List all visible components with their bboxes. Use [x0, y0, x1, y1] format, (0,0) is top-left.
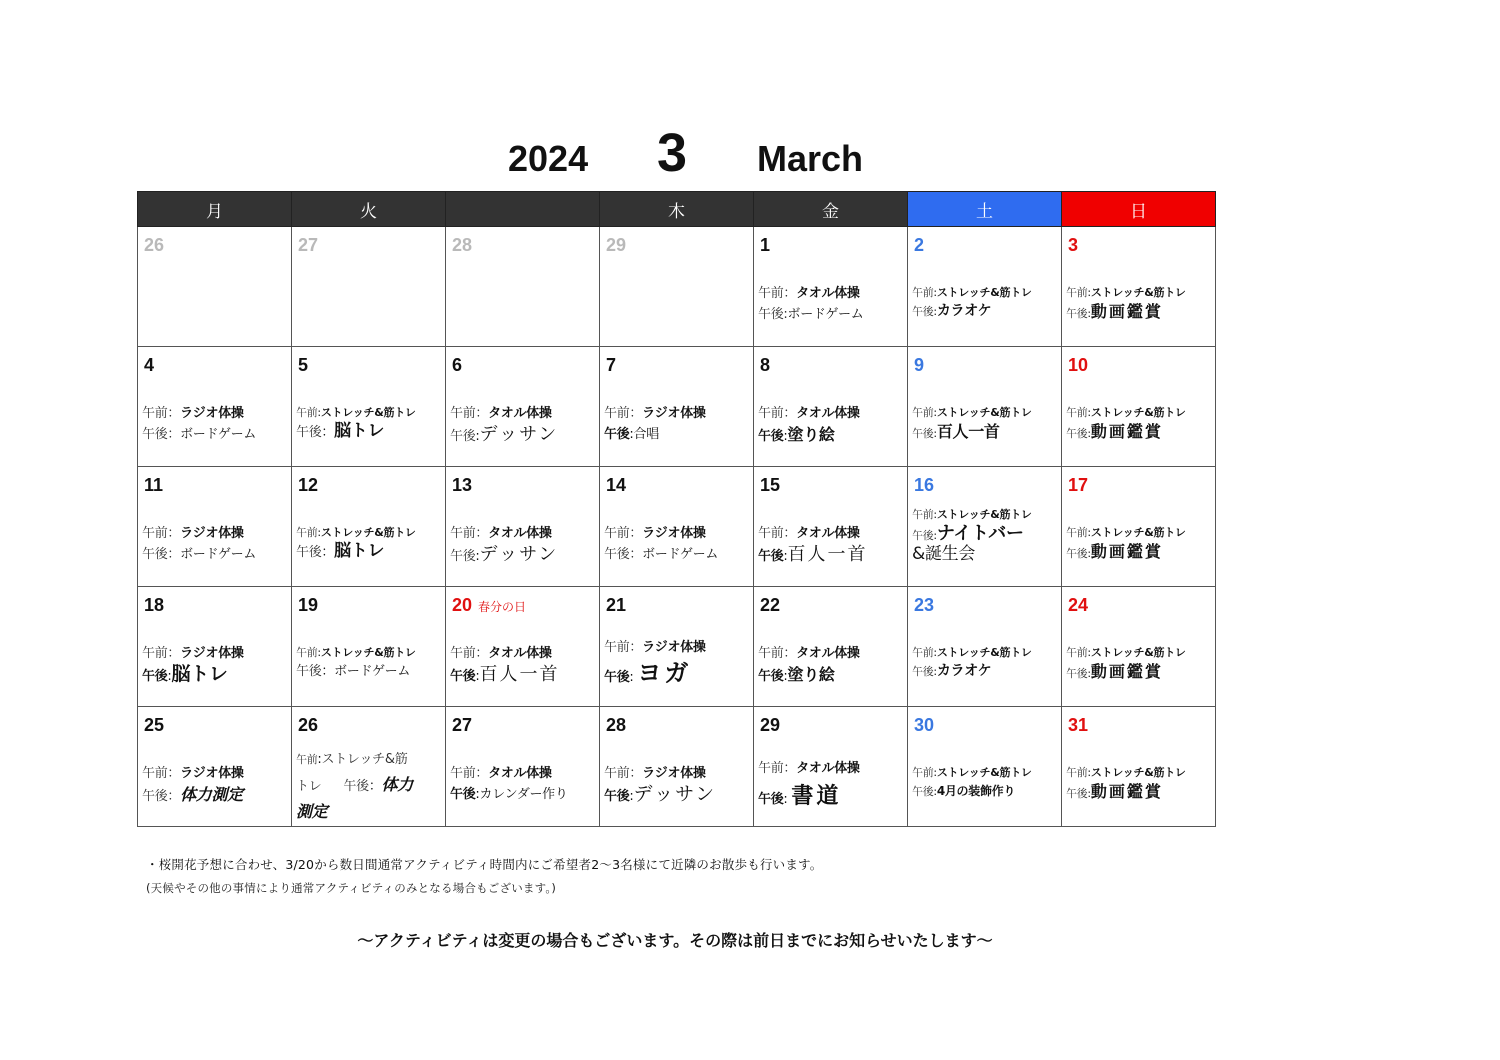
day-cell: [138, 707, 292, 827]
activities: [142, 763, 289, 807]
pm-activity: 午後:デッサン: [450, 544, 559, 565]
am-activity: 午前：タオル体操: [450, 406, 552, 421]
day-cell: [600, 467, 754, 587]
day-number: 7: [606, 355, 617, 375]
day-cell: [446, 707, 600, 827]
activities: [912, 643, 1059, 681]
pm-activity: 午後:ナイトバー: [912, 523, 1024, 544]
activities: [1066, 523, 1213, 563]
am-activity: 午前：ラジオ体操: [142, 766, 244, 781]
day-number: 10: [1068, 355, 1089, 375]
pm-activity: 午後：脳トレ: [296, 421, 385, 441]
pm-activity: 午後:カラオケ: [912, 663, 992, 679]
day-number: 27: [452, 715, 473, 735]
weekday-sat: 土: [908, 192, 1062, 227]
activities: [1066, 643, 1213, 683]
pm-activity: 午後：ボードゲーム: [604, 547, 719, 562]
day-cell: [1062, 467, 1216, 587]
am-activity: 午前:ストレッチ&筋トレ: [1066, 406, 1186, 419]
am-activity: 午前：タオル体操: [758, 761, 860, 776]
day-cell: [908, 467, 1062, 587]
calendar-week: [138, 467, 1216, 587]
day-cell: [600, 707, 754, 827]
activities: [142, 403, 289, 445]
activities: [1066, 283, 1213, 323]
pm-activity-continued: 測定: [296, 802, 328, 821]
weekday-sun: 日: [1062, 192, 1216, 227]
day-number: 2: [914, 235, 925, 255]
day-cell: [446, 347, 600, 467]
day-number: 4: [144, 355, 155, 375]
am-activity: 午前:ストレッチ&筋トレ: [1066, 766, 1186, 779]
day-cell: [600, 227, 754, 347]
pm-activity: 午後：ボードゲーム: [142, 547, 257, 562]
am-activity: 午前:ストレッチ&筋トレ: [296, 646, 416, 659]
pm-activity: 午後：体力測定: [142, 785, 243, 804]
pm-activity: 午後:脳トレ: [142, 663, 228, 685]
am-activity: 午前：タオル体操: [450, 766, 552, 781]
day-cell: [600, 347, 754, 467]
calendar-grid: [137, 191, 1216, 827]
activities: [912, 763, 1059, 801]
day-number: 26: [298, 715, 319, 735]
am-activity: 午前：ラジオ体操: [142, 406, 244, 421]
day-cell: [138, 227, 292, 347]
pm-activity: 午後:4月の装飾作り: [912, 784, 1016, 798]
am-activity: 午前：ラジオ体操: [604, 526, 706, 541]
am-activity: 午前:ストレッチ&筋: [296, 752, 408, 767]
pm-activity: 午後:カレンダー作り: [450, 787, 568, 802]
day-number: 31: [1068, 715, 1089, 735]
am-activity: 午前：タオル体操: [758, 406, 860, 421]
activities: [758, 755, 905, 814]
day-cell: [446, 467, 600, 587]
pm-activity: 午後:動画鑑賞: [1066, 662, 1163, 681]
title-month-number: 3: [657, 123, 688, 183]
pm-activity: 午後：ボードゲーム: [296, 664, 411, 679]
day-cell: [908, 227, 1062, 347]
activities: [450, 763, 597, 805]
day-number: 27: [298, 235, 319, 255]
day-number: 16: [914, 475, 935, 495]
day-cell: [754, 467, 908, 587]
pm-activity: 午後:百人一首: [758, 544, 868, 565]
day-number: 23: [914, 595, 935, 615]
day-cell: [754, 227, 908, 347]
activities: [450, 523, 597, 567]
am-activity: 午前:ストレッチ&筋トレ: [296, 406, 416, 419]
change-notice: 〜アクティビティは変更の場合もございます。その際は前日までにお知らせいたします〜: [357, 931, 993, 950]
am-activity: 午前：タオル体操: [450, 526, 552, 541]
pm-activity: 午後:動画鑑賞: [1066, 422, 1163, 441]
day-number: 19: [298, 595, 319, 615]
pm-activity: 午後:カラオケ: [912, 303, 992, 319]
calendar-title: [0, 123, 1500, 188]
walk-notice: ・桜開花予想に合わせ、3/20から数日間通常アクティビティ時間内にご希望者2〜3名様にて近隣のお散歩も行います。: [146, 857, 823, 872]
pm-activity: 午後:塗り絵: [758, 665, 835, 684]
am-activity: 午前:ストレッチ&筋トレ: [1066, 526, 1186, 539]
pm-activity: 午後:デッサン: [450, 424, 559, 445]
day-number: 17: [1068, 475, 1089, 495]
pm-activity: 午後:合唱: [604, 427, 659, 442]
calendar-week: [138, 707, 1216, 827]
day-cell: [908, 347, 1062, 467]
am-activity: 午前:ストレッチ&筋トレ: [912, 286, 1032, 299]
day-number: 28: [452, 235, 473, 255]
am-activity: 午前：ラジオ体操: [142, 646, 244, 661]
day-cell: [138, 587, 292, 707]
day-number: 12: [298, 475, 319, 495]
day-cell: [292, 707, 446, 827]
activities: [604, 637, 751, 693]
activities: [912, 403, 1059, 443]
activities: [758, 403, 905, 447]
am-activity: 午前:ストレッチ&筋トレ: [912, 646, 1032, 659]
day-number: 13: [452, 475, 473, 495]
am-activity: 午前:ストレッチ&筋トレ: [912, 766, 1032, 779]
activities: [912, 505, 1059, 564]
activities: [604, 403, 751, 445]
pm-activity: 午後:百人一首: [450, 664, 560, 685]
day-cell: [1062, 707, 1216, 827]
day-number: 21: [606, 595, 627, 615]
activities: [296, 643, 443, 681]
day-cell: [292, 467, 446, 587]
day-number: 28: [606, 715, 627, 735]
day-number: 3: [1068, 235, 1079, 255]
day-cell: [138, 467, 292, 587]
weekday-tue: 火: [292, 192, 446, 227]
day-cell: [446, 227, 600, 347]
day-number: 22: [760, 595, 781, 615]
day-number: 6: [452, 355, 463, 375]
day-cell: [292, 227, 446, 347]
weather-notice: (天候やその他の事情により通常アクティビティのみとなる場合もございます。): [146, 881, 557, 895]
am-activity: 午前：ラジオ体操: [604, 406, 706, 421]
day-number: 29: [606, 235, 627, 255]
activities: [1066, 763, 1213, 803]
pm-activity: 午後:動画鑑賞: [1066, 542, 1163, 561]
day-number: 14: [606, 475, 627, 495]
weekday-mon: 月: [138, 192, 292, 227]
activities: [758, 643, 905, 687]
day-cell: [292, 347, 446, 467]
am-activity: 午前:ストレッチ&筋トレ: [296, 526, 416, 539]
activities: [296, 747, 443, 826]
day-cell: [908, 707, 1062, 827]
day-number: 18: [144, 595, 165, 615]
am-activity: 午前：ラジオ体操: [142, 526, 244, 541]
pm-activity: 午後:百人一首: [912, 422, 1000, 441]
day-cell: [754, 347, 908, 467]
pm-activity: 午後：脳トレ: [296, 541, 385, 561]
day-cell: [908, 587, 1062, 707]
day-cell: [754, 707, 908, 827]
am-activity: 午前：タオル体操: [758, 526, 860, 541]
pm-activity: 午後: 書道: [758, 784, 842, 809]
day-number: 11: [144, 475, 164, 495]
title-month-name: March: [757, 138, 864, 179]
am-activity: 午前：ラジオ体操: [604, 766, 706, 781]
day-number: 8: [760, 355, 771, 375]
day-number: 24: [1068, 595, 1089, 615]
activities: [1066, 403, 1213, 443]
weekday-fri: 金: [754, 192, 908, 227]
day-number: 30: [914, 715, 935, 735]
activities: [604, 763, 751, 807]
activities: [296, 403, 443, 442]
am-activity: 午前：ラジオ体操: [604, 640, 706, 655]
weekday-wed: [446, 192, 600, 227]
day-number: 15: [760, 475, 781, 495]
day-number: 5: [298, 355, 309, 375]
activities: [450, 403, 597, 447]
pm-activity: 午後:デッサン: [604, 783, 717, 805]
activities: [296, 523, 443, 562]
day-cell: [1062, 347, 1216, 467]
pm-activity: 午後:ボードゲーム: [758, 307, 864, 322]
calendar-week: [138, 227, 1216, 347]
activities: [142, 643, 289, 687]
day-cell: [1062, 587, 1216, 707]
pm-activity: 午後: ヨガ: [604, 659, 692, 687]
title-year: 2024: [508, 138, 589, 179]
calendar-week: [138, 347, 1216, 467]
am-activity: 午前：タオル体操: [758, 646, 860, 661]
pm-activity: 午後：ボードゲーム: [142, 427, 257, 442]
weekday-header-row: [138, 192, 1216, 227]
activities: [142, 523, 289, 565]
day-number: 25: [144, 715, 165, 735]
am-activity-continued: トレ 午後：体力: [296, 775, 413, 794]
pm-activity: 午後:動画鑑賞: [1066, 782, 1163, 801]
day-number: 9: [914, 355, 925, 375]
holiday-label: 春分の日: [478, 600, 527, 614]
pm-activity: 午後:動画鑑賞: [1066, 302, 1163, 321]
day-cell: [292, 587, 446, 707]
am-label: 午前: [758, 286, 784, 301]
day-number: 1: [760, 235, 771, 255]
am-activity: 午前：タオル体操: [450, 646, 552, 661]
weekday-thu: 木: [600, 192, 754, 227]
activities: [912, 283, 1059, 321]
day-cell: [138, 347, 292, 467]
day-cell: [600, 587, 754, 707]
day-number: 29: [760, 715, 781, 735]
day-cell: [754, 587, 908, 707]
pm-activity: 午後:塗り絵: [758, 425, 835, 444]
calendar-week: [138, 587, 1216, 707]
am-activity: 午前:ストレッチ&筋トレ: [912, 508, 1032, 521]
am-activity: 午前:ストレッチ&筋トレ: [912, 406, 1032, 419]
day-cell: [1062, 227, 1216, 347]
activities: [450, 643, 597, 687]
pm-label: 午後: [758, 307, 784, 322]
am-activity: 午前：タオル体操: [758, 286, 860, 301]
day-cell: [446, 587, 600, 707]
activities: [758, 283, 905, 325]
day-number: 20 春分の日: [452, 595, 527, 615]
day-number: 26: [144, 235, 165, 255]
activities: [604, 523, 751, 565]
am-activity: 午前:ストレッチ&筋トレ: [1066, 646, 1186, 659]
am-activity: 午前:ストレッチ&筋トレ: [1066, 286, 1186, 299]
pm-activity-continued: &誕生会: [912, 544, 976, 564]
activities: [758, 523, 905, 567]
